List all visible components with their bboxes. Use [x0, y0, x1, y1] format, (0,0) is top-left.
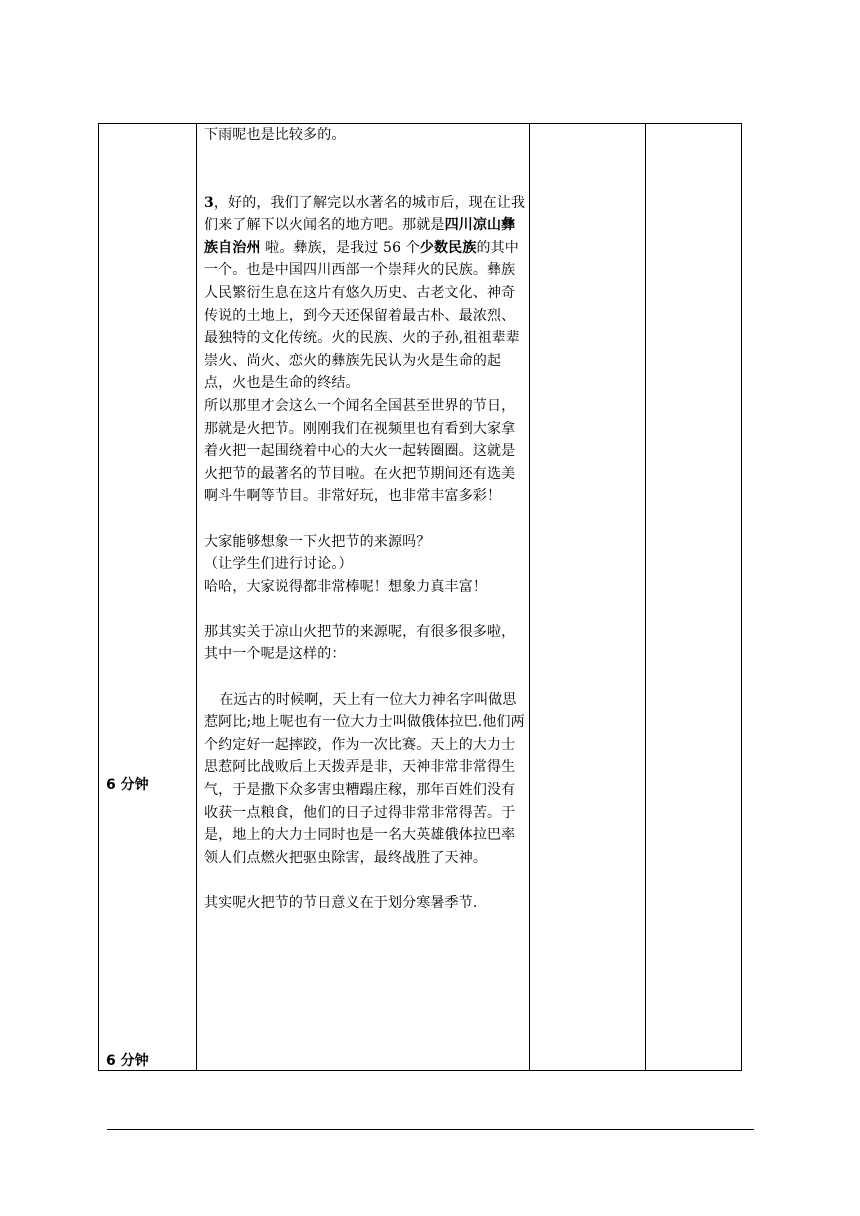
highlight-liangshan: 四川凉山彝族自治州 [204, 217, 516, 256]
footer-divider [107, 1129, 754, 1130]
text-segment: 的其中一个。也是中国四川西部一个崇拜火的民族。彝族人民繁衍生息在这片有悠久历史、古老文化、神奇传说的土地上，到今天还保留着最古朴、最浓烈、最独特的文化传统。火的民族、火的子孙,祖祖辈辈崇火、尚火、恋火的彝族先民认为火是生命的起点，火也是生命的终结。 [204, 239, 520, 392]
text-segment: 啦。彝族，是我过 56 个 [260, 239, 420, 256]
paragraph-meaning: 其实呢火把节的节日意义在于划分寒暑季节. [204, 895, 478, 911]
time-label-2: 6 分钟 [106, 1053, 149, 1069]
column-divider-2 [529, 124, 530, 1070]
lesson-table [98, 123, 742, 1071]
time-label-1: 6 分钟 [106, 777, 149, 793]
item-number: 3 [204, 194, 214, 211]
text-segment: ，好的，我们了解完以水著名的城市后，现在让我们来了解下以火闻名的地方吧。那就是 [204, 194, 526, 234]
column-divider-3 [645, 124, 646, 1070]
paragraph-praise: 哈哈，大家说得都非常棒呢！想象力真丰富！ [204, 578, 487, 595]
paragraph-liangshan [204, 192, 526, 395]
lesson-content [204, 124, 526, 915]
column-divider-1 [196, 124, 197, 1070]
highlight-minority: 少数民族 [419, 239, 477, 256]
paragraph-legend: 在远古的时候啊，天上有一位大力神名字叫做思惹阿比;地上呢也有一位大力士叫做俄体拉巴.他们两个约定好一起摔跤，作为一次比赛。天上的大力士思惹阿比战败后上天拨弄是非，天神非常非常得生气，于是撒下众多害虫糟蹋庄稼，那年百姓们没有收获一点粮食，他们的日子过得非常非常得苦。于是，地上的大力士同时也是一名大英雄俄体拉巴率领人们点燃火把驱虫除害，最终战胜了天神。 [204, 691, 525, 866]
paragraph-rain: 下雨呢也是比较多的。 [204, 127, 346, 143]
paragraph-origin-intro: 那其实关于凉山火把节的来源呢，有很多很多啦，其中一个呢是这样的： [204, 623, 516, 663]
paragraph-question: 大家能够想象一下火把节的来源吗？ [204, 533, 431, 550]
paragraph-discussion: （让学生们进行讨论。） [204, 556, 353, 573]
paragraph-torch-festival: 所以那里才会这么一个闻名全国甚至世界的节日，那就是火把节。刚刚我们在视频里也有看到大家拿着火把一起围绕着中心的大火一起转圈圈。这就是火把节的最著名的节目啦。在火把节期间还有选美啊斗牛啊等节目。非常好玩，也非常丰富多彩！ [204, 397, 516, 505]
